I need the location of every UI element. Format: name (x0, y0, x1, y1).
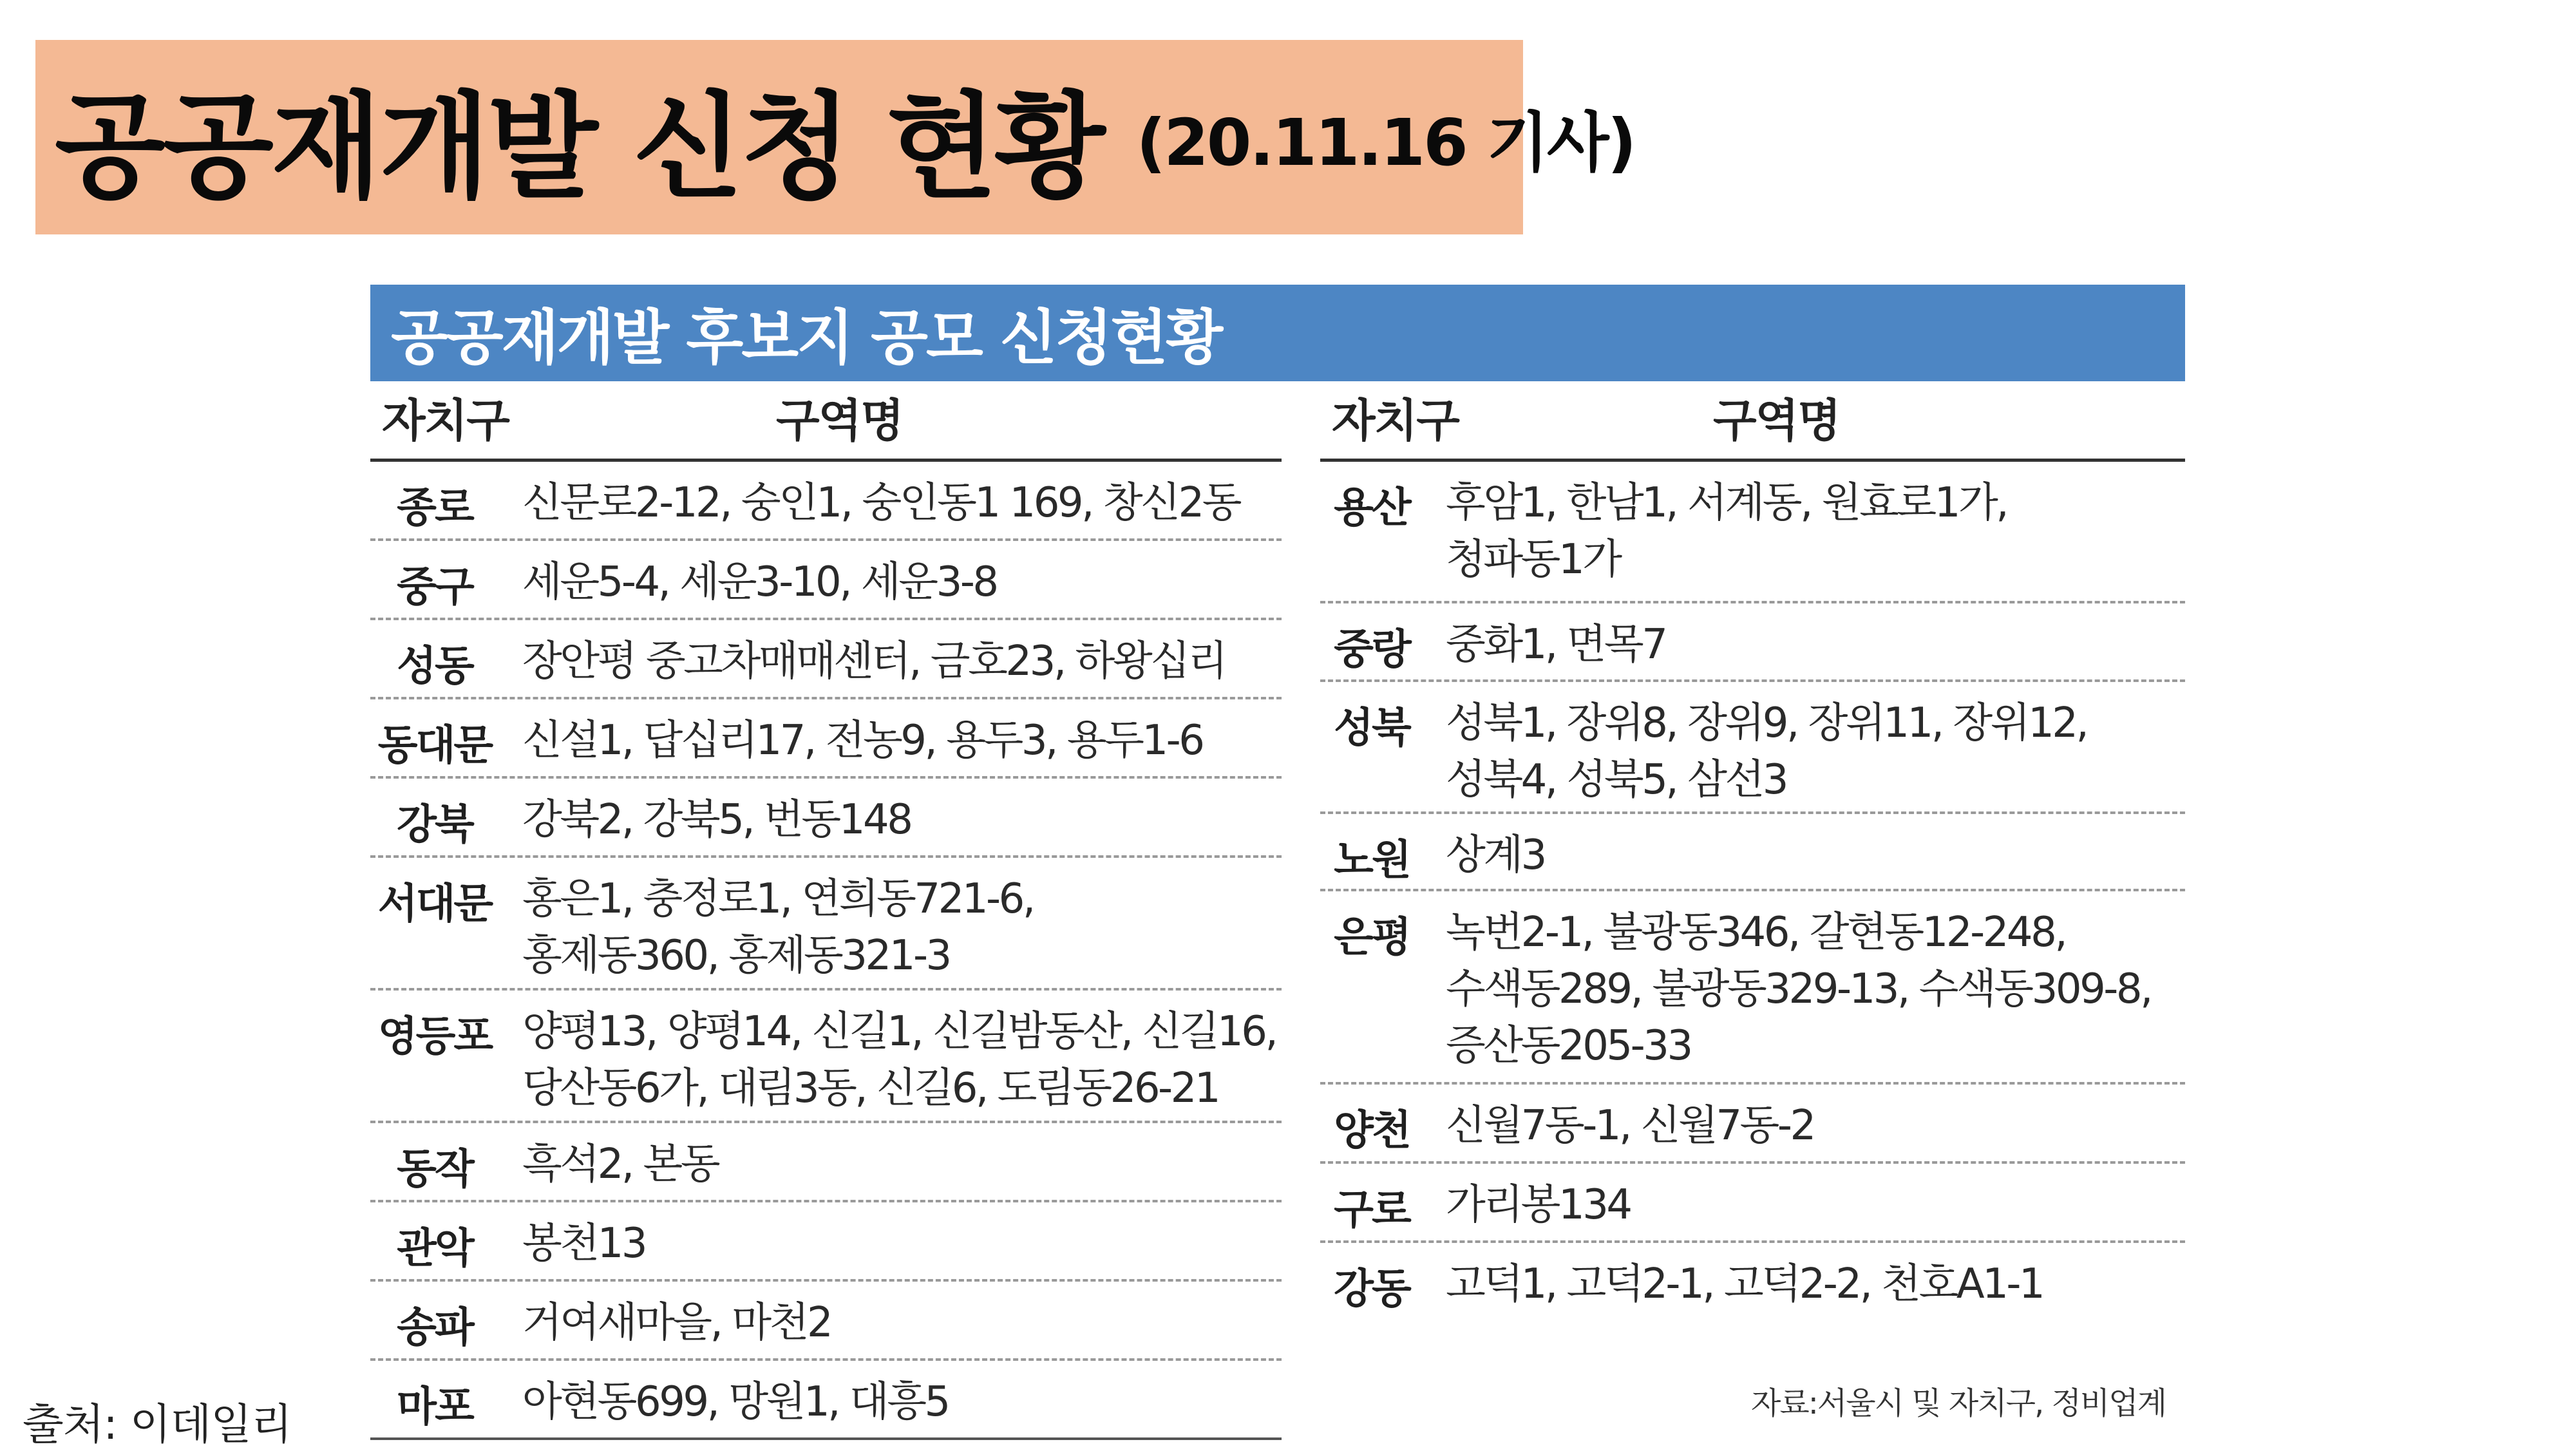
table-row (1320, 891, 2185, 1085)
table-row (370, 991, 1282, 1123)
district-name: 동대문 (377, 722, 492, 770)
district-name: 노원 (1334, 837, 1410, 884)
district-name: 성북 (1334, 705, 1410, 752)
slide-date: (20.11.16 기사) (1136, 105, 1635, 180)
table-header-bar (370, 285, 2185, 381)
district-name: 마포 (397, 1383, 473, 1431)
district-header: 자치구 (1332, 394, 1459, 447)
table-row (370, 1202, 1282, 1282)
table-row (370, 541, 1282, 620)
citation-text: 출처: 이데일리 (23, 1399, 292, 1449)
table-row (1320, 1243, 2185, 1320)
area-list: 가리봉134 (1446, 1181, 1631, 1229)
area-list: 신월7동-1, 신월7동-2 (1446, 1102, 1814, 1150)
district-name: 동작 (397, 1146, 473, 1193)
table-row (1320, 603, 2185, 682)
district-name: 강동 (1334, 1266, 1410, 1313)
table-row (370, 1282, 1282, 1361)
district-header: 자치구 (382, 394, 509, 447)
district-name: 은평 (1334, 914, 1410, 962)
area-list: 상계3 (1446, 831, 1545, 879)
area-list: 녹번2-1, 불광동346, 갈현동12-248, 수색동289, 불광동329-13, 수색동309-8, 증산동205-33 (1446, 909, 2151, 1070)
area-list: 아현동699, 망원1, 대흥5 (522, 1378, 949, 1426)
area-header: 구역명 (776, 394, 903, 447)
district-name: 관악 (397, 1225, 473, 1273)
area-list: 홍은1, 충정로1, 연희동721-6, 홍제동360, 홍제동321-3 (522, 875, 1034, 980)
area-list: 거여새마을, 마천2 (522, 1299, 831, 1347)
area-list: 중화1, 면목7 (1446, 621, 1666, 669)
district-name: 양천 (1334, 1107, 1410, 1155)
district-name: 종로 (397, 484, 473, 532)
table-row (370, 462, 1282, 541)
table-row (370, 1361, 1282, 1440)
area-list: 세운5-4, 세운3-10, 세운3-8 (522, 558, 997, 606)
district-name: 구로 (1334, 1186, 1410, 1234)
district-name: 강북 (397, 801, 473, 849)
left-column-header (370, 381, 1282, 462)
table-row (1320, 462, 2185, 603)
district-name: 영등포 (377, 1013, 492, 1061)
area-list: 성북1, 장위8, 장위9, 장위11, 장위12, 성북4, 성북5, 삼선3 (1446, 699, 2087, 804)
title-banner (35, 40, 1635, 234)
area-list: 봉천13 (522, 1220, 646, 1267)
right-column-header (1320, 381, 2185, 462)
table-row (1320, 1085, 2185, 1164)
source-note: 자료:서울시 및 자치구, 정비업계 (1751, 1385, 2166, 1421)
area-list: 후암1, 한남1, 서계동, 원효로1가, 청파동1가 (1446, 479, 2007, 583)
area-list: 신문로2-12, 숭인1, 숭인동1 169, 창신2동 (522, 479, 1240, 527)
area-header: 구역명 (1713, 394, 1840, 447)
table-row (370, 699, 1282, 779)
district-name: 용산 (1334, 484, 1410, 532)
district-name: 중구 (397, 564, 473, 611)
table-row (1320, 1164, 2185, 1243)
table-row (370, 858, 1282, 991)
table-row (370, 779, 1282, 858)
district-name: 중랑 (1334, 626, 1410, 674)
area-list: 고덕1, 고덕2-1, 고덕2-2, 천호A1-1 (1446, 1260, 2043, 1308)
district-name: 서대문 (377, 880, 492, 928)
table-row (1320, 814, 2185, 891)
area-list: 양평13, 양평14, 신길1, 신길밤동산, 신길16, 당산동6가, 대림3동, 신길6, 도림동26-21 (522, 1008, 1276, 1112)
slide-title: 공공재개발 신청 현황 (55, 81, 1103, 214)
area-list: 신설1, 답십리17, 전농9, 용두3, 용두1-6 (522, 717, 1203, 764)
area-list: 장안평 중고차매매센터, 금호23, 하왕십리 (522, 638, 1226, 685)
right-column (1320, 381, 2185, 1320)
district-name: 성동 (397, 643, 473, 690)
district-name: 송파 (397, 1304, 473, 1352)
table-row (370, 620, 1282, 699)
area-list: 강북2, 강북5, 번동148 (522, 796, 911, 844)
table-title: 공공재개발 후보지 공모 신청현황 (391, 303, 1222, 372)
table-row (1320, 682, 2185, 814)
left-column (370, 381, 1282, 1440)
area-list: 흑석2, 본동 (522, 1141, 719, 1188)
table-row (370, 1123, 1282, 1202)
application-status-table-image (370, 285, 2185, 1437)
